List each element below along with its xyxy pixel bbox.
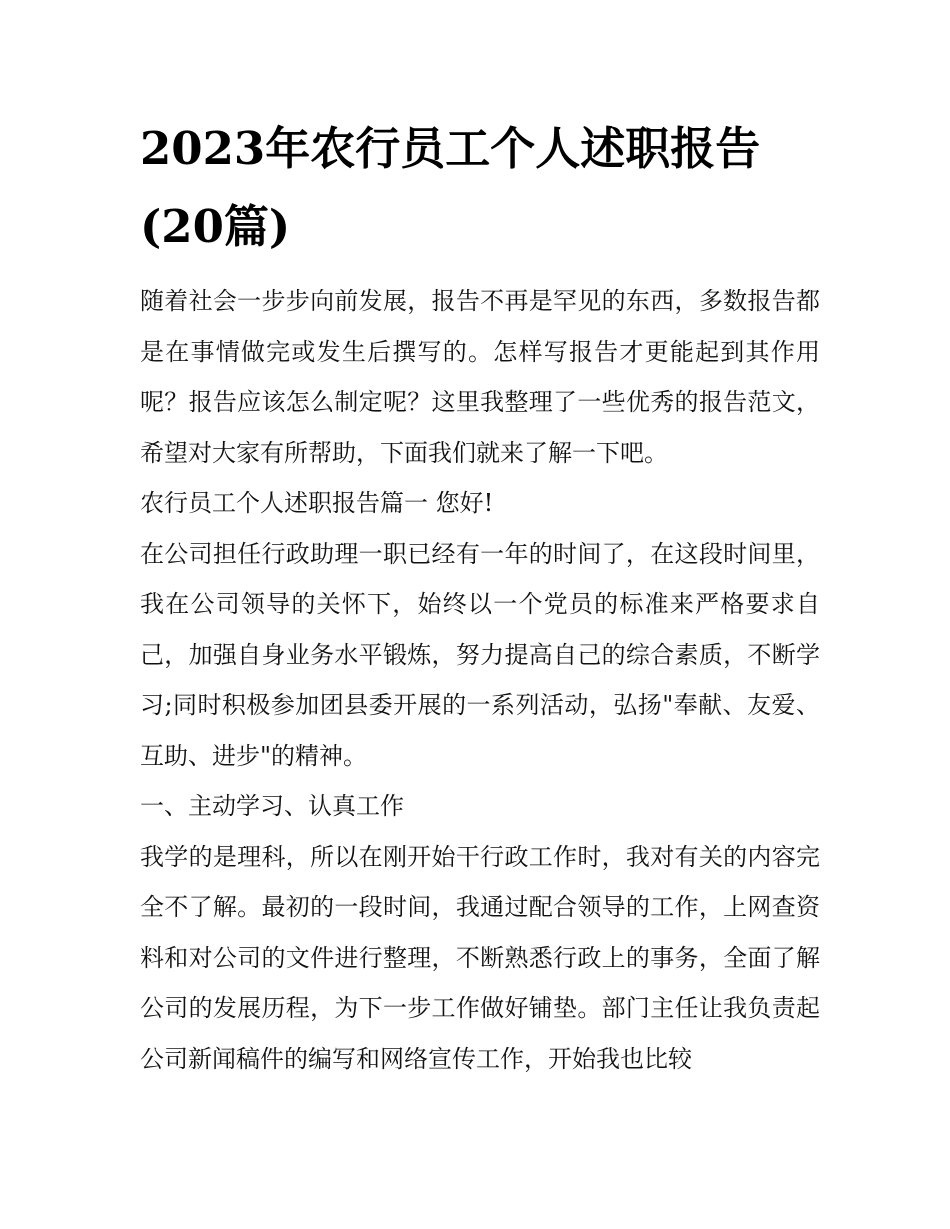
paragraph-body: 在公司担任行政助理一职已经有一年的时间了，在这段时间里，我在公司领导的关怀下，始终以一个党员的标准来严格要求自己，加强自身业务水平锻炼，努力提高自己的综合素质，不断学习;同时积极参加团县委开展的一系列活动，弘扬"奉献、友爱、互助、进步"的精神。 (140, 539, 820, 770)
paragraph-body: 我学的是理科，所以在刚开始干行政工作时，我对有关的内容完全不了解。最初的一段时间，我通过配合领导的工作，上网查资料和对公司的文件进行整理，不断熟悉行政上的事务，全面了解公司的发展历程，为下一步工作做好铺垫。部门主任让我负责起公司新闻稿件的编写和网络宣传工作，开始我也比较 (140, 842, 820, 1073)
paragraph-subheading: 一、主动学习、认真工作 (140, 792, 404, 820)
paragraph-intro: 随着社会一步步向前发展，报告不再是罕见的东西，多数报告都是在事情做完或发生后撰写的。怎样写报告才更能起到其作用呢？报告应该怎么制定呢？这里我整理了一些优秀的报告范文，希望对大家有所帮助，下面我们就来了解一下吧。 (140, 287, 820, 467)
document-body (140, 276, 820, 1084)
paragraph-section-heading: 农行员工个人述职报告篇一 您好! (140, 489, 494, 517)
document-title: 2023年农行员工个人述职报告(20篇) (140, 122, 761, 253)
